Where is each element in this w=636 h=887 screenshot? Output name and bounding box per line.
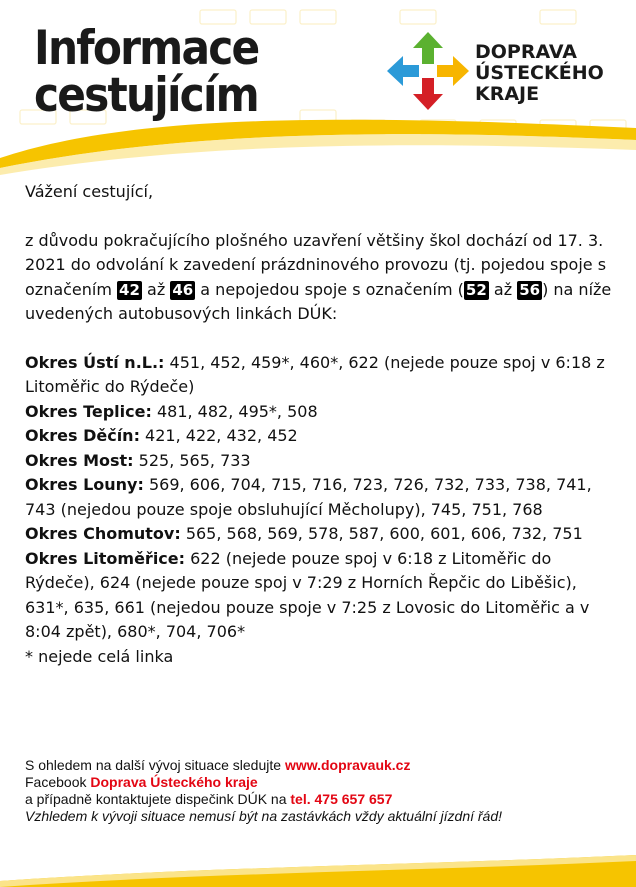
footer-text: Facebook <box>25 774 91 790</box>
duk-arrows-icon <box>385 30 471 112</box>
phone-number[interactable]: tel. 475 657 657 <box>290 791 393 807</box>
footnote: * nejede celá linka <box>25 646 174 666</box>
logo-line-3: KRAJE <box>475 83 540 105</box>
website-link[interactable]: www.dopravauk.cz <box>284 757 411 773</box>
greeting: Vážení cestující, <box>25 182 154 201</box>
logo-text <box>475 42 604 105</box>
district-ustí <box>25 351 625 400</box>
footer <box>25 757 625 825</box>
district-name: Okres Litoměřice: <box>25 548 186 568</box>
district-most <box>25 449 625 474</box>
disclaimer: Vzhledem k vývoji situace nemusí být na zastávkách vždy aktuální jízdní řád! <box>25 808 503 824</box>
district-decin <box>25 424 625 449</box>
district-name: Okres Louny: <box>25 475 144 494</box>
notice-body <box>25 180 625 669</box>
facebook-link[interactable]: Doprava Ústeckého kraje <box>90 774 258 790</box>
intro-text-2: a nepojedou spoje s označením ( <box>200 279 464 299</box>
badge-46: 46 <box>172 280 194 299</box>
district-chomutov <box>25 522 625 547</box>
badge-56: 56 <box>519 280 541 299</box>
district-lines: 565, 568, 569, 578, 587, 600, 601, 606, 732, 751 <box>180 524 583 543</box>
title-line-2: cestujícím <box>34 68 258 123</box>
district-lines: 569, 606, 704, 715, 716, 723, 726, 732, 733, 738, 741, 743 (nejedou pouze spoje obsluhující Měcholupy), 745, 751, 768 <box>25 475 592 519</box>
district-name: Okres Chomutov: <box>25 524 181 543</box>
district-name: Okres Teplice: <box>25 401 152 421</box>
duk-logo <box>385 30 625 112</box>
district-lines: 525, 565, 733 <box>133 450 251 470</box>
footer-text: S ohledem na další vývoj situace sledujte <box>25 757 285 773</box>
intro-text-3: ) na níže uvedených autobusových linkách DÚK: <box>25 279 612 323</box>
word-az-1: až <box>147 279 166 299</box>
district-lines: 622 (nejede pouze spoj v 6:18 z Litoměřic do Rýdeče), 624 (nejede pouze spoj v 7:29 z Horních Řepčic do Liběšic), 631*, 635, 661 (nejedou pouze spoje v 7:25 z Lovosic do Litoměřic a v 8:04 zpět), 680*, 704, 706* <box>25 548 590 641</box>
intro-paragraph <box>25 229 625 327</box>
district-name: Okres Most: <box>25 450 134 470</box>
page-title <box>34 21 259 123</box>
district-lines: 421, 422, 432, 452 <box>139 426 298 445</box>
title-line-1: Informace <box>34 21 259 76</box>
district-lines: 481, 482, 495*, 508 <box>151 401 318 421</box>
word-az-2: až <box>493 279 513 299</box>
footer-line-2 <box>25 774 625 791</box>
logo-line-2: ÚSTECKÉHO <box>475 62 604 84</box>
intro-text-1: z důvodu pokračujícího plošného uzavření většiny škol dochází od 17. 3. 2021 do odvolání k zavedení prázdninového provozu (tj. pojedou spoje s označením <box>25 230 607 299</box>
bottom-wave <box>0 855 636 887</box>
footer-line-3 <box>25 791 625 808</box>
district-teplice <box>25 400 625 425</box>
district-name: Okres Děčín: <box>25 426 140 445</box>
district-name: Okres Ústí n.L.: <box>25 352 165 372</box>
footer-line-1 <box>25 757 625 774</box>
district-louny <box>25 473 625 522</box>
footer-text: a případně kontaktujete dispečink DÚK na <box>25 791 291 807</box>
badge-42: 42 <box>119 280 140 299</box>
district-litomerice <box>25 547 625 645</box>
district-lines: 451, 452, 459*, 460*, 622 (nejede pouze spoj v 6:18 z Litoměřic do Rýdeče) <box>25 352 605 396</box>
badge-52: 52 <box>465 280 487 299</box>
logo-line-1: DOPRAVA <box>475 41 578 63</box>
